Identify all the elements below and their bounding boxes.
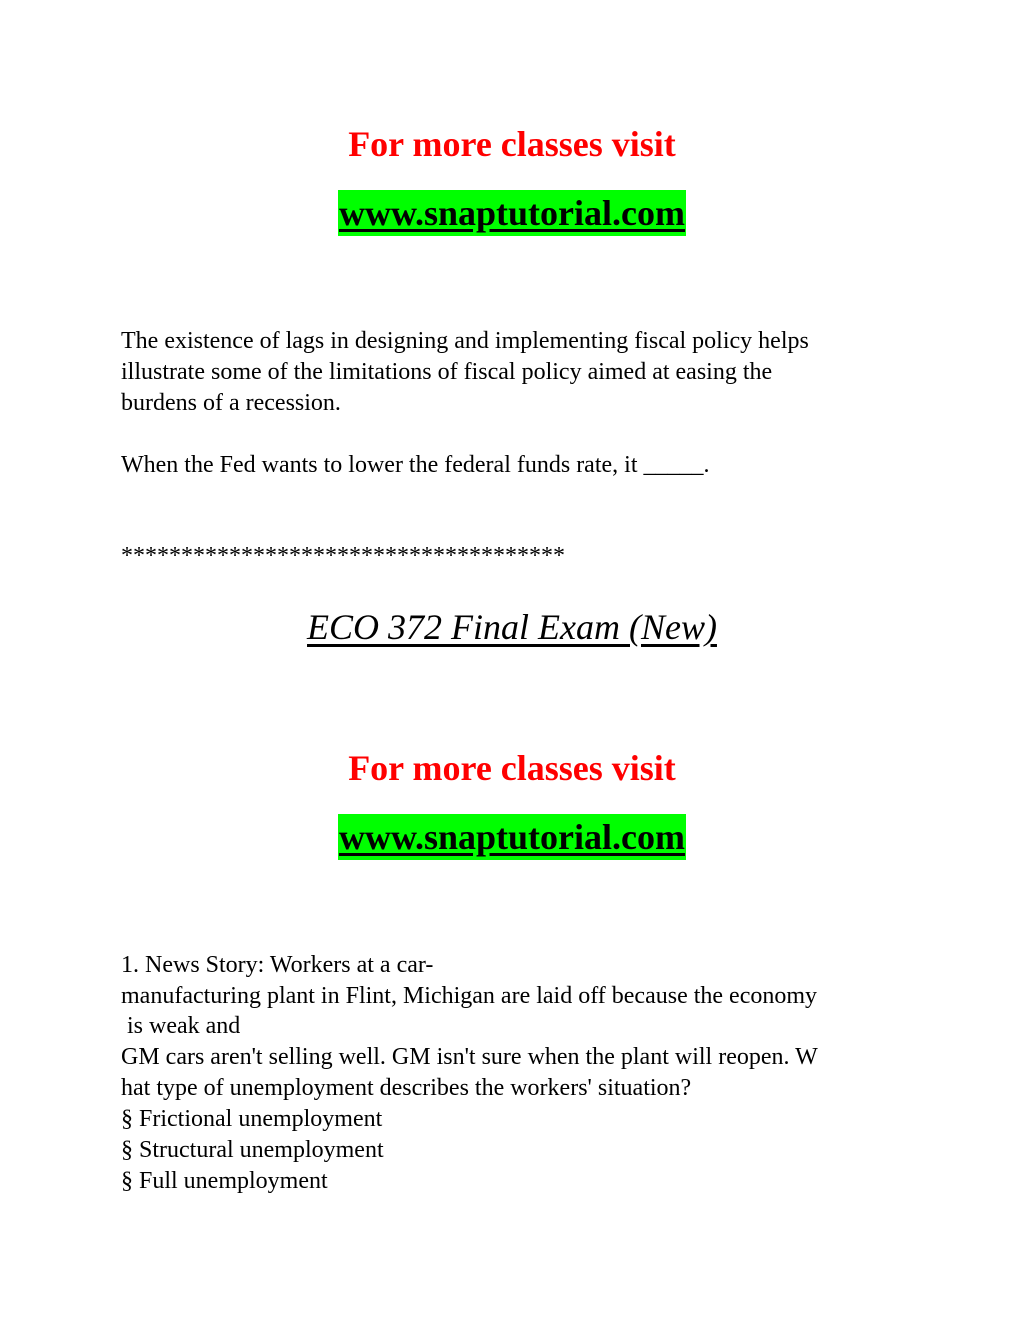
exam-title-text: ECO 372 Final Exam (New) — [307, 607, 717, 647]
question-1-line-1: 1. News Story: Workers at a car- — [121, 952, 434, 978]
question-1-option-frictional: § Frictional unemployment — [121, 1106, 383, 1132]
promo-link-bottom[interactable]: www.snaptutorial.com — [338, 814, 686, 860]
intro-paragraph-line-1: The existence of lags in designing and implementing fiscal policy helps — [121, 328, 809, 354]
promo-heading-top: For more classes visit — [348, 124, 676, 164]
exam-title — [0, 606, 1024, 648]
question-1-option-structural: § Structural unemployment — [121, 1137, 384, 1163]
promo-link-wrap-top — [0, 190, 1024, 236]
question-1-line-4: GM cars aren't selling well. GM isn't sure when the plant will reopen. W — [121, 1044, 818, 1070]
question-1-option-full: § Full unemployment — [121, 1168, 328, 1194]
separator-stars: ************************************* — [121, 543, 565, 569]
intro-paragraph-line-2: illustrate some of the limitations of fiscal policy aimed at easing the — [121, 359, 773, 385]
promo-heading-bottom: For more classes visit — [348, 748, 676, 788]
promo-link-top[interactable]: www.snaptutorial.com — [338, 190, 686, 236]
question-1-line-2: manufacturing plant in Flint, Michigan are laid off because the economy — [121, 983, 818, 1009]
intro-question: When the Fed wants to lower the federal funds rate, it _____. — [121, 452, 710, 478]
intro-paragraph-line-3: burdens of a recession. — [121, 390, 341, 416]
question-1-line-5: hat type of unemployment describes the workers' situation? — [121, 1075, 692, 1101]
question-1-line-3: is weak and — [121, 1013, 241, 1039]
promo-link-wrap-bottom — [0, 814, 1024, 860]
